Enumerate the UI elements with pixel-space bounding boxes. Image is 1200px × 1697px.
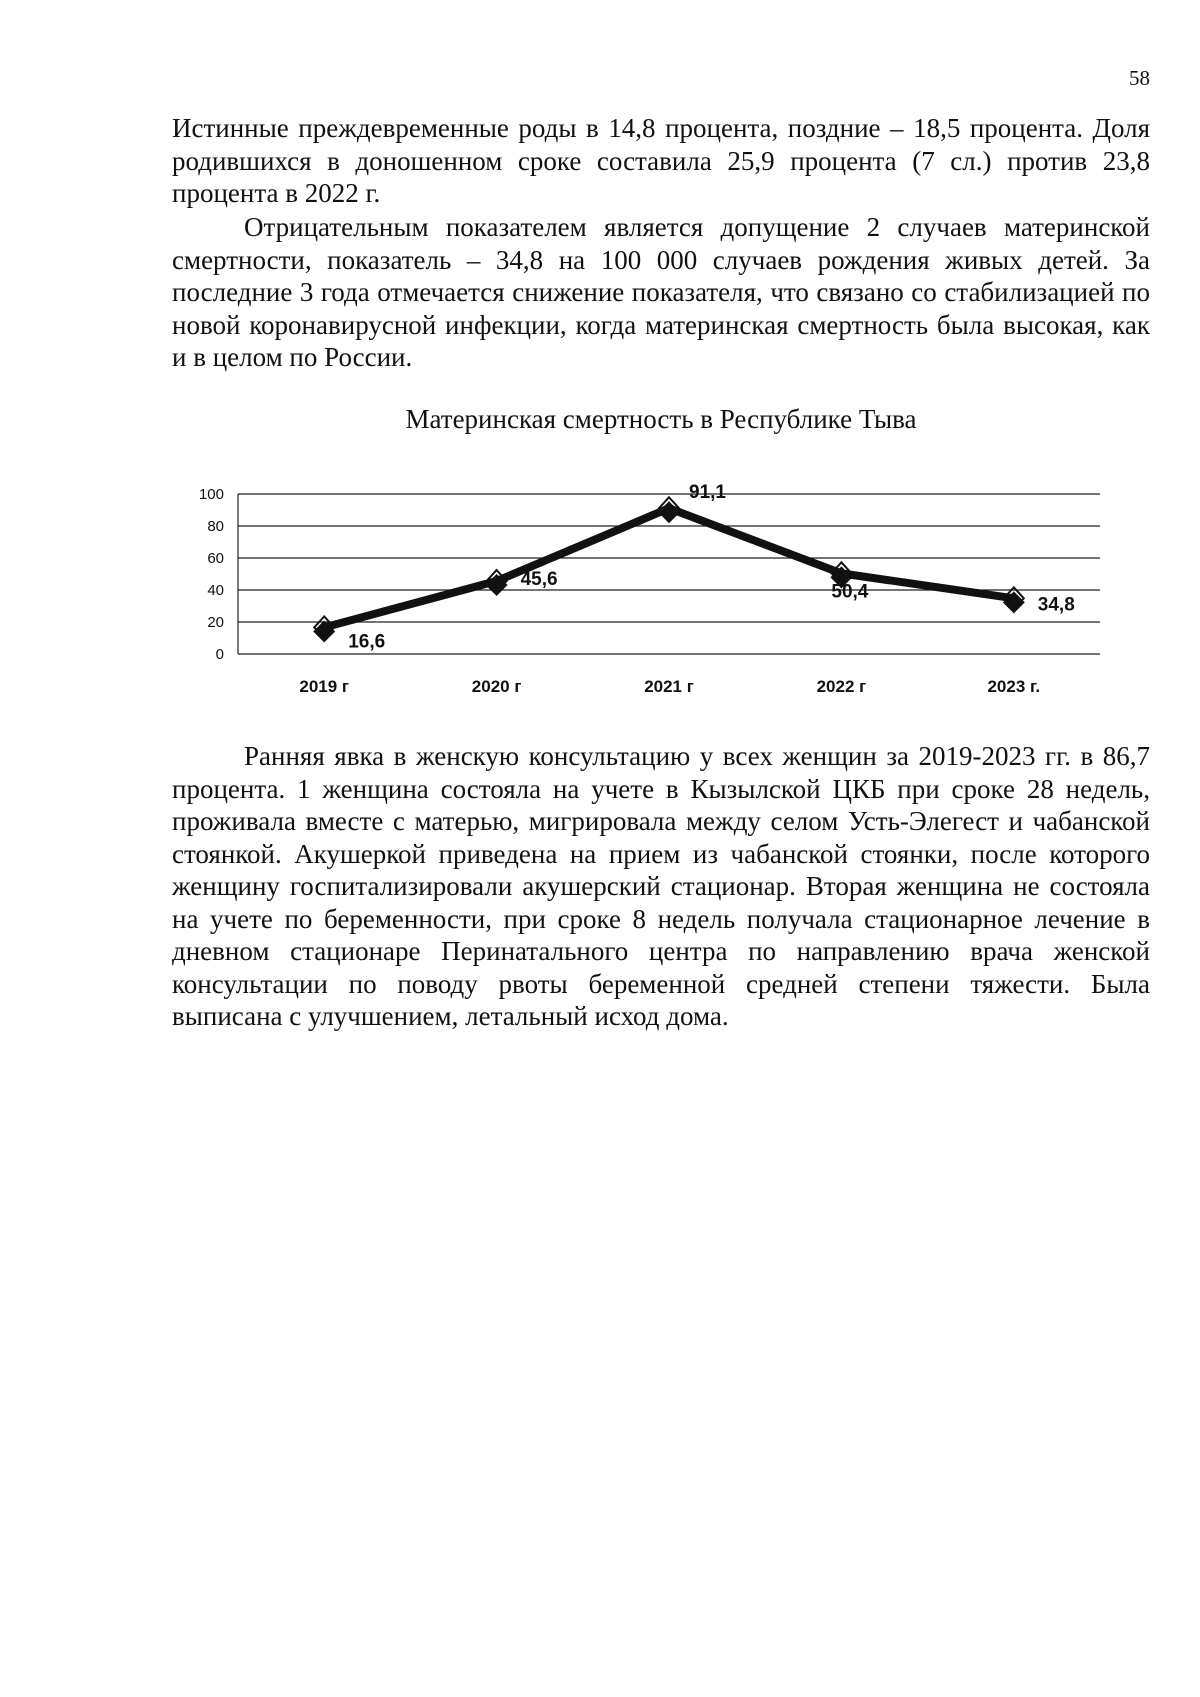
- y-tick-label: 80: [207, 518, 224, 535]
- paragraph-antenatal-attendance: Ранняя явка в женскую консультацию у всех женщин за 2019-2023 гг. в 86,7 процента. 1 женщина состояла на учете в Кызылской ЦКБ при сроке 28 недель, проживала вместе с матерью, мигрировала между селом Усть-Элегест и чабанской стоянкой. Акушеркой приведена на прием из чабанской стоянки, после которого женщину госпитализировали акушерский стационар. Вторая женщина не состояла на учете по беременности, при сроке 8 недель получала стационарное лечение в дневном стационаре Перинатального центра по направлению врача женской консультации по поводу рвоты беременной средней степени тяжести. Была выписана с улучшением, летальный исход дома.: [172, 741, 1150, 1031]
- y-tick-label: 40: [207, 582, 224, 599]
- chart-title: Материнская смертность в Республике Тыва: [405, 404, 917, 434]
- data-label: 91,1: [689, 482, 726, 504]
- x-tick-label: 2023 г.: [987, 677, 1041, 696]
- maternal-mortality-chart: [180, 470, 1120, 700]
- y-tick-label: 20: [207, 614, 224, 631]
- x-tick-label: 2022 г: [816, 677, 867, 696]
- data-label: 45,6: [520, 569, 558, 591]
- y-tick-label: 100: [198, 486, 224, 503]
- y-tick-label: 60: [207, 550, 224, 567]
- y-tick-label: 0: [215, 646, 224, 663]
- x-tick-label: 2021 г: [644, 677, 694, 696]
- x-tick-label: 2019 г: [299, 677, 350, 696]
- paragraph-maternal-mortality: Отрицательным показателем является допущение 2 случаев материнской смертности, показатель – 34,8 на 100 000 случаев рождения живых детей. За последние 3 года отмечается снижение показателя, что связано со стабилизацией по новой коронавирусной инфекции, когда материнская смертность была высокая, как и в целом по России.: [172, 212, 1150, 372]
- paragraph-preterm-births: Истинные преждевременные роды в 14,8 процента, поздние – 18,5 процента. Доля родившихся в доношенном сроке составила 25,9 процента (7 сл.) против 23,8 процента в 2022 г.: [172, 113, 1150, 208]
- x-tick-label: 2020 г: [471, 677, 522, 696]
- page-number: 58: [1129, 66, 1150, 90]
- data-label: 16,6: [348, 631, 386, 653]
- data-label: 50,4: [831, 581, 869, 603]
- data-label: 34,8: [1037, 594, 1075, 616]
